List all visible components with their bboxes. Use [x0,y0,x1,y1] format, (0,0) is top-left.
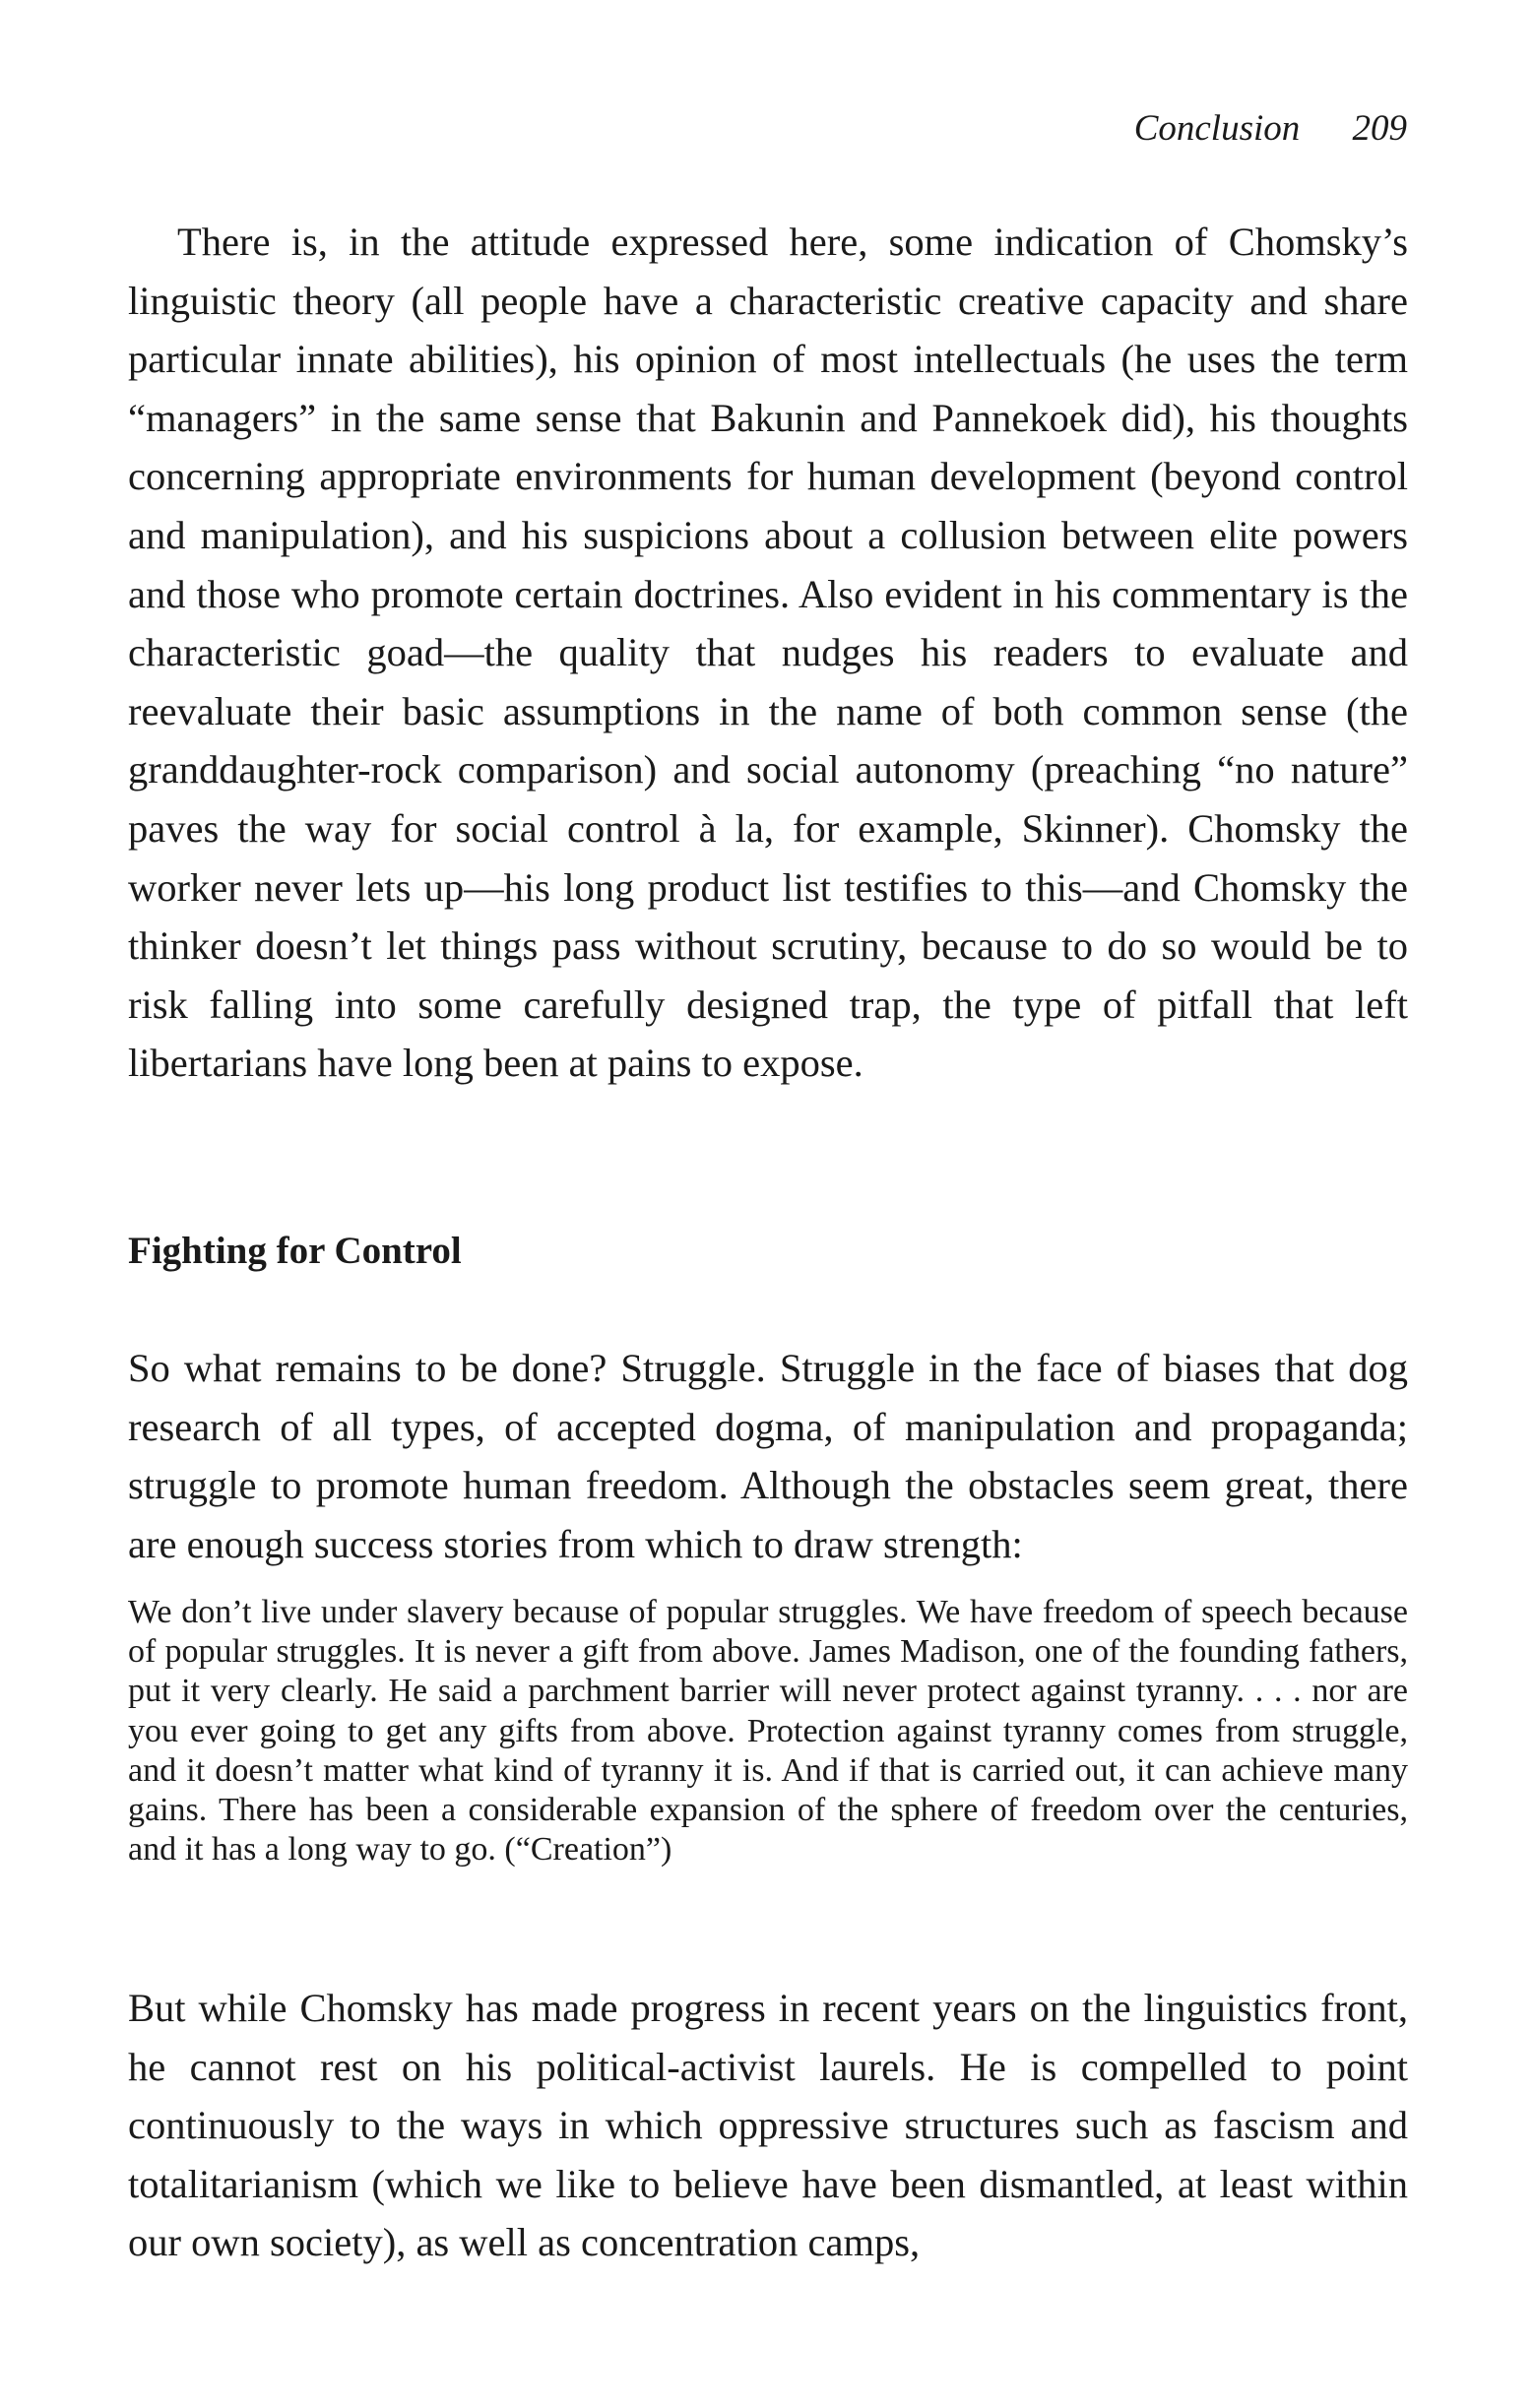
section-heading: Fighting for Control [128,1230,462,1272]
body-paragraph: But while Chomsky has made progress in recent years on the linguistics front, he cannot rest on his political-activist laurels. He is compelled to point continuously to the ways in which oppressive structures such as fascism and totalitarianism (which we like to believe have been dismantled, at least within our own society), as well as concentration camps, [128,1986,1408,2265]
block-quote: We don’t live under slavery because of popular struggles. We have freedom of speech because of popular struggles. It is never a gift from above. James Madison, one of the founding fathers, put it very clearly. He said a parchment barrier will never protect against tyranny. . . . nor are you ever going to get any gifts from above. Protection against tyranny comes from struggle, and it doesn’t matter what kind of tyranny it is. And if that is carried out, it can achieve many gains. There has been a considerable expansion of the sphere of freedom over the centuries, and it has a long way to go. (“Creation”) [128,1594,1408,1869]
body-paragraph: So what remains to be done? Struggle. Struggle in the face of biases that dog research of all types, of accepted dogma, of manipulation and propaganda; struggle to promote human freedom. Although the obstacles seem great, there are enough success stories from which to draw strength: [128,1346,1408,1566]
body-paragraph: There is, in the attitude expressed here, some indication of Chomsky’s linguistic theory (all people have a characteristic creative capacity and share particular innate abilities), his opinion of most intellectuals (he uses the term “managers” in the same sense that Bakunin and Pannekoek did), his thoughts concerning appropriate environments for human development (beyond control and manipulation), and his suspicions about a collusion between elite powers and those who promote certain doctrines. Also evident in his commentary is the characteristic goad—the quality that nudges his readers to evaluate and reevaluate their basic assumptions in the name of both common sense (the granddaughter-rock comparison) and social autonomy (preaching “no nature” paves the way for social control à la, for example, Skinner). Chomsky the worker never lets up—his long product list testifies to this—and Chomsky the thinker doesn’t let things pass without scrutiny, because to do so would be to risk falling into some carefully designed trap, the type of pitfall that left libertarians have long been at pains to expose. [128,220,1408,1086]
page-number: 209 [1352,108,1407,149]
chapter-title: Conclusion [1133,108,1301,149]
running-head [1134,106,1407,152]
